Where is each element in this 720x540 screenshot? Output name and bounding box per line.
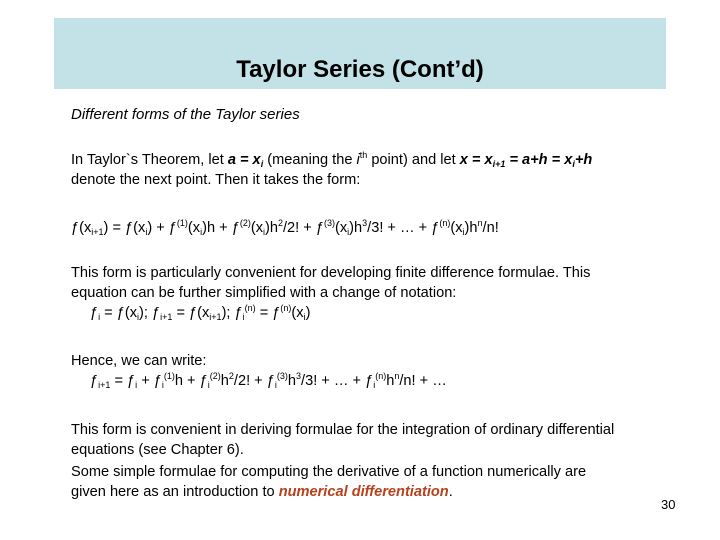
para2-line-2: equation can be further simplified with a change of notation: <box>71 285 457 301</box>
para3-line-1: Hence, we can write: <box>71 353 207 369</box>
subtitle: Different forms of the Taylor series <box>71 106 300 123</box>
numerical-differentiation-highlight: numerical differentiation <box>278 484 449 500</box>
intro-line-2: denote the next point. Then it takes the form: <box>71 172 361 188</box>
equation-taylor-short: $ƒ_{i+1}$ = $ƒ_i$ + $ƒ_i^{(1)}h$ + $ƒ_i^{(2)}h^2/2$! + $ƒ_i^{(3)}h^3/3$! + … + $ƒ_i^{(n)}h^n/n$! + … <box>90 371 447 390</box>
para4-line-2: equations (see Chapter 6). <box>71 442 244 458</box>
slide-title: Taylor Series (Cont’d) <box>236 56 484 83</box>
page-number: 30 <box>661 497 676 512</box>
para4-line-1: This form is convenient in deriving formulae for the integration of ordinary differential <box>71 422 615 438</box>
title-banner <box>54 18 666 89</box>
equation-taylor-full: $ƒ(x_{i+1})$ = $ƒ(x_i)$ + $ƒ^{(1)}(x_i)h$ + $ƒ^{(2)}(x_i)h^2/2$! + $ƒ^{(3)}(x_i)h^3/3$! + … + $ƒ^{(n)}(x_i)h^n/n$! <box>71 218 499 237</box>
intro-line-1: In Taylor`s Theorem, let $a = x_i$ (meaning the $i^{th}$ point) and let $x = x_{i+1} = a+h = x_i+h$ <box>71 150 593 169</box>
para2-line-1: This form is particularly convenient for developing finite difference formulae. This <box>71 265 591 281</box>
para4-line-4: given here as an introduction to numerical differentiation. <box>71 484 453 500</box>
equation-notation: $ƒ_i$ = $ƒ(x_i)$; $ƒ_{i+1}$ = $ƒ(x_{i+1})$; $ƒ_i^{(n)}$ = $ƒ^{(n)}(x_i)$ <box>90 303 311 322</box>
para4-line-3: Some simple formulae for computing the derivative of a function numerically are <box>71 464 587 480</box>
